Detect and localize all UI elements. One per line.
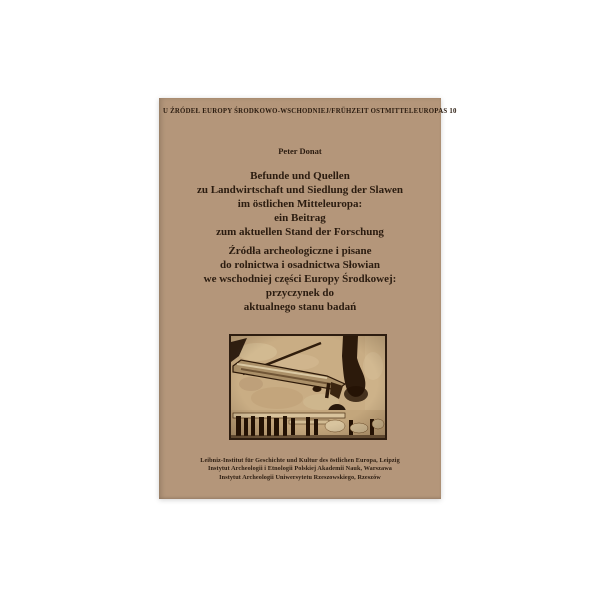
series-title: U ŹRÓDEŁ EUROPY ŚRODKOWO-WSCHODNIEJ/FRÜHZEIT OSTMITTELEUROPAS 10 bbox=[163, 108, 457, 115]
publisher-line: Instytut Archeologii Uniwersytetu Rzeszowskiego, Rzeszów bbox=[219, 473, 381, 481]
publisher-line: Instytut Archeologii i Etnologii Polskiej Akademii Nauk, Warszawa bbox=[207, 465, 392, 473]
author-name: Peter Donat bbox=[278, 146, 322, 156]
german-title-line: ein Beitrag bbox=[274, 212, 326, 224]
polish-title-line: przyczynek do bbox=[265, 287, 335, 299]
excavation-photo bbox=[229, 334, 387, 440]
german-title-line: zu Landwirtschaft und Siedlung der Slawen bbox=[196, 184, 404, 196]
book-cover bbox=[159, 98, 457, 499]
german-title bbox=[167, 169, 433, 239]
german-title-line: zum aktuellen Stand der Forschung bbox=[216, 226, 384, 238]
polish-title-line: we wschodniej części Europy Środkowej: bbox=[203, 273, 397, 285]
publisher-block bbox=[163, 457, 437, 482]
german-title-line: Befunde und Quellen bbox=[250, 170, 350, 182]
polish-title-line: Źródła archeologiczne i pisane bbox=[228, 245, 372, 257]
polish-title bbox=[167, 244, 433, 314]
german-title-line: im östlichen Mitteleuropa: bbox=[237, 198, 363, 210]
polish-title-line: do rolnictwa i osadnictwa Słowian bbox=[220, 259, 380, 271]
publisher-line: Leibniz-Institut für Geschichte und Kultur des östlichen Europa, Leipzig bbox=[200, 457, 400, 464]
polish-title-line: aktualnego stanu badań bbox=[243, 301, 357, 313]
